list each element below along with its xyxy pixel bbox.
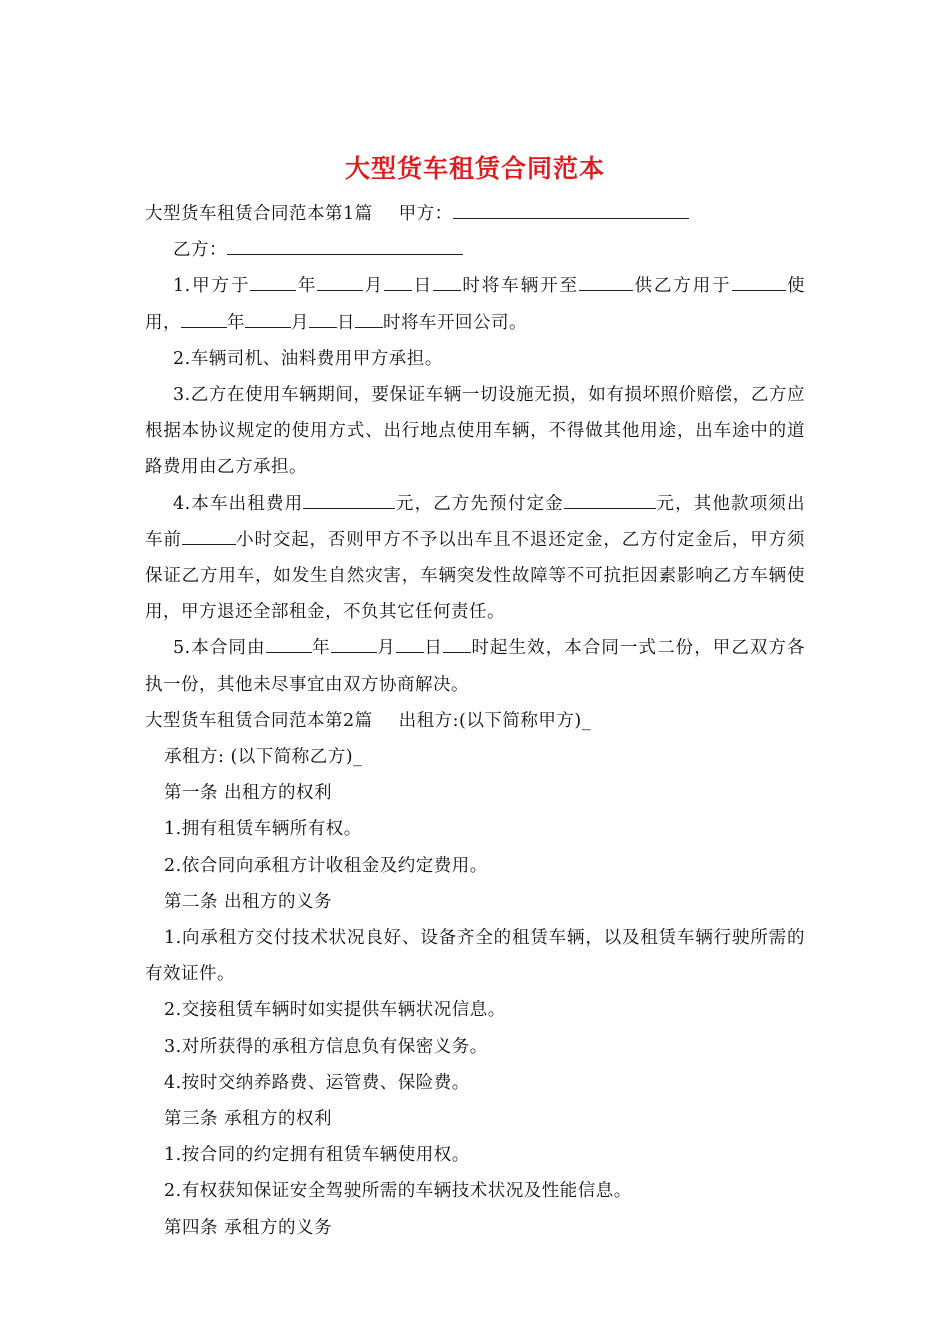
blank [181, 307, 227, 328]
clause-4-text: 元，其他款项须出车前 [145, 493, 806, 550]
lessor-label: 出租方:(以下简称甲方)_ [398, 710, 591, 731]
party-a-blank [453, 198, 689, 219]
clause-1-text: 年 [296, 276, 318, 297]
text-line: 3.对所获得的承租方信息负有保密义务。 [164, 1036, 488, 1057]
clause-4 [145, 486, 805, 631]
clause-1-text: 月 [363, 276, 385, 297]
section2-lines-2 [145, 992, 805, 1245]
clause-4-text: 4.本车出租费用 [173, 493, 304, 514]
clause-1-text: 时将车开回公司。 [383, 312, 527, 333]
text-line: 第三条 承租方的权利 [164, 1109, 333, 1130]
clause-4-text: 小时交起，否则甲方不予以出车且不退还定金，乙方付定金后，甲方须保证乙方用车，如发生自然灾害，车辆突发性故障等不可抗拒因素影响乙方车辆使用，甲方退还全部租金，不负其它任何责任。 [145, 529, 806, 623]
blank [245, 307, 291, 328]
text-line: 1.按合同的约定拥有租赁车辆使用权。 [164, 1145, 470, 1166]
clause-5-text: 时起生效，本合同一式二份，甲乙双方各执一份，其他未尽事宜由双方协商解决。 [145, 638, 806, 695]
clause-4-text: 元，乙方先预付定金 [395, 493, 564, 514]
section1-heading-line [145, 196, 805, 232]
blank [443, 632, 471, 653]
blank [732, 270, 786, 291]
lessee-label: 承租方: (以下简称乙方)_ [164, 747, 363, 768]
blank [579, 270, 633, 291]
clause-1-text: 年 [227, 312, 245, 333]
party-b-label: 乙方： [173, 240, 227, 261]
clause-1-text: 使 [785, 276, 806, 297]
document-title: 大型货车租赁合同范本 [344, 154, 605, 183]
section2-lines [145, 775, 805, 920]
blank [564, 488, 656, 509]
clause-3: 3.乙方在使用车辆期间，要保证车辆一切设施无损，如有损坏照价赔偿，乙方应根据本协议规定的使用方式、出行地点使用车辆，不得做其他用途，出车途中的道路费用由乙方承担。 [145, 385, 805, 478]
text-line: 1.拥有租赁车辆所有权。 [164, 819, 362, 840]
clause-5-text: 日 [423, 638, 443, 659]
clause-5-text: 月 [376, 638, 396, 659]
blank [317, 270, 363, 291]
text-line: 第四条 承租方的义务 [164, 1217, 333, 1238]
clause-1-text: 用， [145, 312, 181, 333]
party-a-label: 甲方： [398, 204, 453, 224]
clause-1-text: 日 [412, 276, 433, 297]
section1-heading: 大型货车租赁合同范本第1篇 [145, 204, 373, 224]
blank [384, 270, 412, 291]
clause-2: 2.车辆司机、油料费用甲方承担。 [173, 348, 443, 369]
clause-1-text: 月 [291, 312, 309, 333]
text-line: 4.按时交纳养路费、运管费、保险费。 [164, 1072, 470, 1093]
clause-1-text: 1.甲方于 [173, 276, 251, 297]
text-line: 2.依合同向承租方计收租金及约定费用。 [164, 855, 488, 876]
blank [250, 270, 296, 291]
blank [266, 632, 312, 653]
clause-1 [145, 268, 805, 340]
blank [433, 270, 461, 291]
clause-5-text: 5.本合同由 [173, 638, 266, 659]
section2-heading: 大型货车租赁合同范本第2篇 [145, 710, 373, 731]
party-b-blank [227, 234, 463, 255]
section2-heading-line [145, 703, 805, 739]
blank [331, 632, 377, 653]
clause-1-text: 时将车辆开至 [461, 276, 580, 297]
document-body [145, 196, 805, 1246]
text-line: 第一条 出租方的权利 [164, 783, 333, 804]
text-line: 2.有权获知保证安全驾驶所需的车辆技术状况及性能信息。 [164, 1181, 632, 1202]
clause-5 [145, 630, 805, 702]
lessor-duty-1: 1.向承租方交付技术状况良好、设备齐全的租赁车辆，以及租赁车辆行驶所需的有效证件。 [145, 928, 805, 985]
blank [303, 488, 395, 509]
text-line: 第二条 出租方的义务 [164, 891, 333, 912]
text-line: 2.交接租赁车辆时如实提供车辆状况信息。 [164, 1000, 506, 1021]
clause-1-text: 供乙方用于 [633, 276, 732, 297]
clause-5-text: 年 [311, 638, 331, 659]
clause-1-text: 日 [337, 312, 355, 333]
blank [182, 524, 236, 545]
blank [309, 307, 337, 328]
blank [396, 632, 424, 653]
blank [355, 307, 383, 328]
party-b-line [145, 232, 805, 268]
